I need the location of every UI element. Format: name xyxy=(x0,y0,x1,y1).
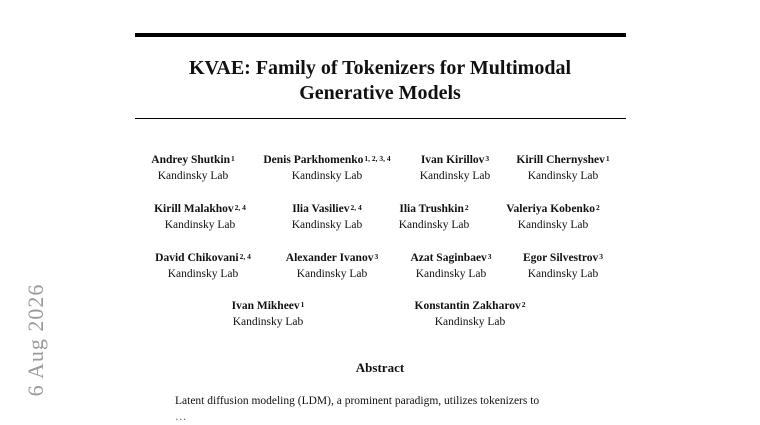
author-name: Andrey Shutkin$^1$ xyxy=(151,154,235,166)
author-block xyxy=(420,152,491,184)
author-name: Alexander Ivanov$^3$ xyxy=(285,252,379,264)
paper-title-line-2: Generative Models xyxy=(299,82,461,104)
author-block xyxy=(232,298,305,330)
author-block xyxy=(154,201,246,233)
paper-title-line-1: KVAE: Family of Tokenizers for Multimodal xyxy=(188,57,572,79)
author-affiliation: Kandinsky Lab xyxy=(164,219,236,231)
author-affiliation-marks: 2 xyxy=(464,203,469,212)
title-top-rule xyxy=(135,33,626,37)
author-name: Konstantin Zakharov$^2$ xyxy=(414,300,526,312)
author-block xyxy=(263,152,390,184)
author-affiliation-marks: 2 xyxy=(521,300,526,309)
author-name: Azat Saginbaev$^3$ xyxy=(410,252,492,264)
paper-title xyxy=(120,56,640,106)
author-affiliation: Kandinsky Lab xyxy=(291,170,363,182)
author-block xyxy=(523,250,603,282)
author-affiliation-marks: 2, 4 xyxy=(239,252,251,261)
author-affiliation-marks: 2, 4 xyxy=(234,203,246,212)
author-name: Valeriya Kobenko$^2$ xyxy=(506,203,600,215)
author-affiliation-marks: 3 xyxy=(487,252,492,261)
author-affiliation: Kandinsky Lab xyxy=(398,219,470,231)
author-block xyxy=(151,152,234,184)
author-affiliation: Kandinsky Lab xyxy=(527,170,599,182)
author-affiliation-marks: 1 xyxy=(230,154,235,163)
author-block xyxy=(410,250,491,282)
author-name: Ilia Vasiliev$^{2, 4}$ xyxy=(292,203,362,215)
abstract-heading: Abstract xyxy=(355,360,405,375)
author-affiliation-marks: 1, 2, 3, 4 xyxy=(364,154,391,163)
author-affiliation: Kandinsky Lab xyxy=(232,316,304,328)
author-name: Egor Silvestrov$^3$ xyxy=(522,252,604,264)
author-name: Kirill Malakhov$^{2, 4}$ xyxy=(154,203,246,215)
author-affiliation-marks: 2 xyxy=(595,203,600,212)
abstract-body xyxy=(175,393,595,425)
author-block xyxy=(155,250,251,282)
author-name: Kirill Chernyshev$^1$ xyxy=(516,154,610,166)
author-affiliation-marks: 1 xyxy=(605,154,610,163)
author-affiliation: Kandinsky Lab xyxy=(517,219,589,231)
author-name: David Chikovani$^{2, 4}$ xyxy=(155,252,251,264)
author-affiliation-marks: 3 xyxy=(485,154,490,163)
author-affiliation: Kandinsky Lab xyxy=(296,268,368,280)
author-affiliation-marks: 2, 4 xyxy=(350,203,362,212)
author-affiliation: Kandinsky Lab xyxy=(157,170,229,182)
abstract-line-2: … xyxy=(175,411,187,423)
author-affiliation: Kandinsky Lab xyxy=(419,170,491,182)
author-name: Ivan Kirillov$^3$ xyxy=(420,154,490,166)
author-affiliation-marks: 3 xyxy=(374,252,379,261)
author-block xyxy=(516,152,609,184)
author-block xyxy=(399,201,470,233)
arxiv-date-stamp: 6 Aug 2026 xyxy=(23,283,48,397)
author-affiliation-marks: 1 xyxy=(300,300,305,309)
author-name: Ilia Trushkin$^2$ xyxy=(399,203,469,215)
author-block xyxy=(415,298,526,330)
author-affiliation: Kandinsky Lab xyxy=(167,268,239,280)
author-affiliation: Kandinsky Lab xyxy=(291,219,363,231)
author-affiliation: Kandinsky Lab xyxy=(434,316,506,328)
author-block xyxy=(506,201,599,233)
author-affiliation: Kandinsky Lab xyxy=(415,268,487,280)
author-name: Ivan Mikheev$^1$ xyxy=(231,300,305,312)
author-block xyxy=(286,250,378,282)
author-affiliation: Kandinsky Lab xyxy=(527,268,599,280)
author-block xyxy=(292,201,363,233)
author-affiliation-marks: 3 xyxy=(599,252,604,261)
title-bottom-rule xyxy=(135,118,626,119)
author-name: Denis Parkhomenko$^{1, 2, 3, 4}$ xyxy=(263,154,391,166)
abstract-line-1: Latent diffusion modeling (LDM), a prominent paradigm, utilizes tokenizers to xyxy=(175,395,540,407)
